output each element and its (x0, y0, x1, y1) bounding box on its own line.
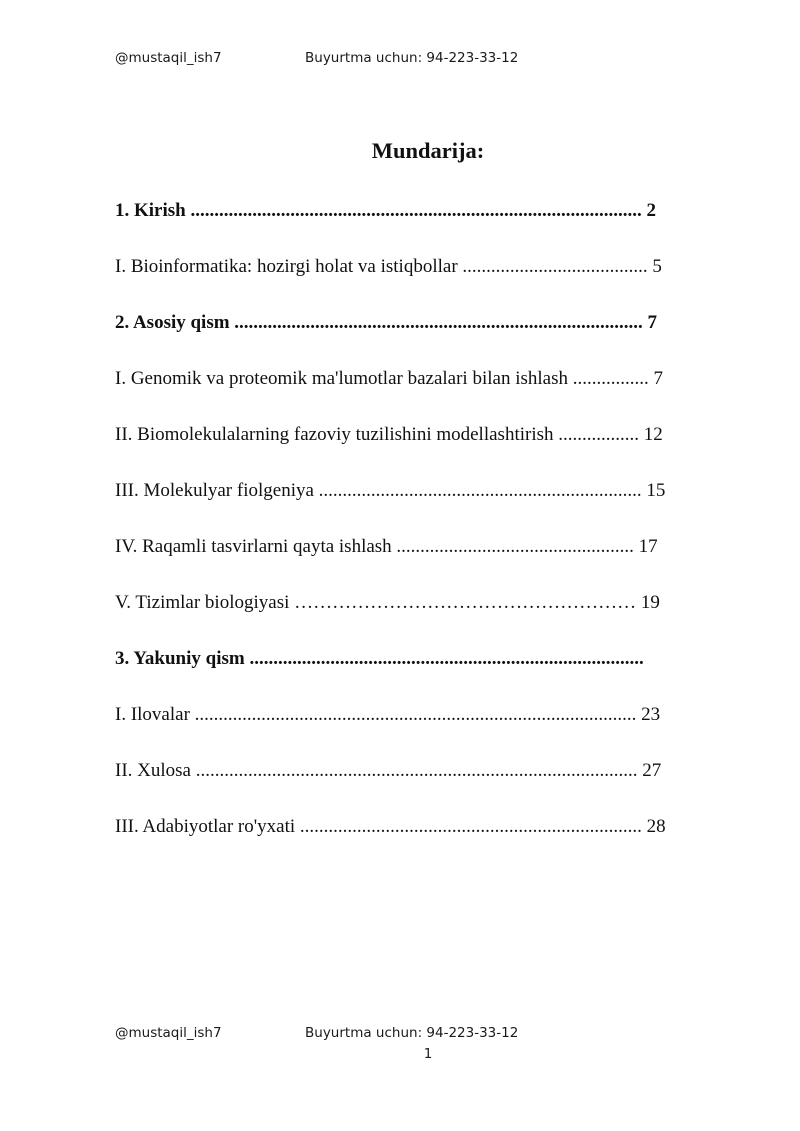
toc-entry-ilovalar: I. Ilovalar ............................................................................................. 23 (115, 704, 661, 725)
footer-handle: @mustaqil_ish7 (115, 1025, 222, 1041)
toc-entry-xulosa: II. Xulosa ............................................................................................. 27 (115, 760, 662, 781)
toc-entry-raqamli-tasvirlar: IV. Raqamli tasvirlarni qayta ishlash .................................................. 17 (115, 536, 658, 557)
toc-entry-yakuniy-qism: 3. Yakuniy qism ................................................................................... (115, 648, 644, 669)
toc-entry-adabiyotlar: III. Adabiyotlar ro'yxati ........................................................................ 28 (115, 816, 666, 837)
footer-order-contact: Buyurtma uchun: 94-223-33-12 (305, 1025, 519, 1041)
toc-entry-tizimlar-biologiyasi: V. Tizimlar biologiyasi ……………………………………………… 19 (115, 592, 660, 613)
toc-entry-genomik: I. Genomik va proteomik ma'lumotlar bazalari bilan ishlash ................ 7 (115, 368, 663, 389)
page-header (115, 50, 615, 70)
toc-entry-asosiy-qism: 2. Asosiy qism ...................................................................................... 7 (115, 312, 658, 333)
page-number: 1 (423, 1046, 433, 1062)
toc-entry-kirish: 1. Kirish ............................................................................................... 2 (115, 200, 656, 221)
header-order-contact: Buyurtma uchun: 94-223-33-12 (305, 50, 519, 66)
header-handle: @mustaqil_ish7 (115, 50, 222, 66)
toc-entry-bioinformatika: I. Bioinformatika: hozirgi holat va istiqbollar ....................................... 5 (115, 256, 662, 277)
toc-title: Mundarija: (371, 138, 485, 163)
toc-entry-fiolgeniya: III. Molekulyar fiolgeniya .................................................................... 15 (115, 480, 666, 501)
toc-entry-biomolekulalar: II. Biomolekulalarning fazoviy tuzilishini modellashtirish ................. 12 (115, 424, 663, 445)
page-footer (115, 1025, 615, 1045)
